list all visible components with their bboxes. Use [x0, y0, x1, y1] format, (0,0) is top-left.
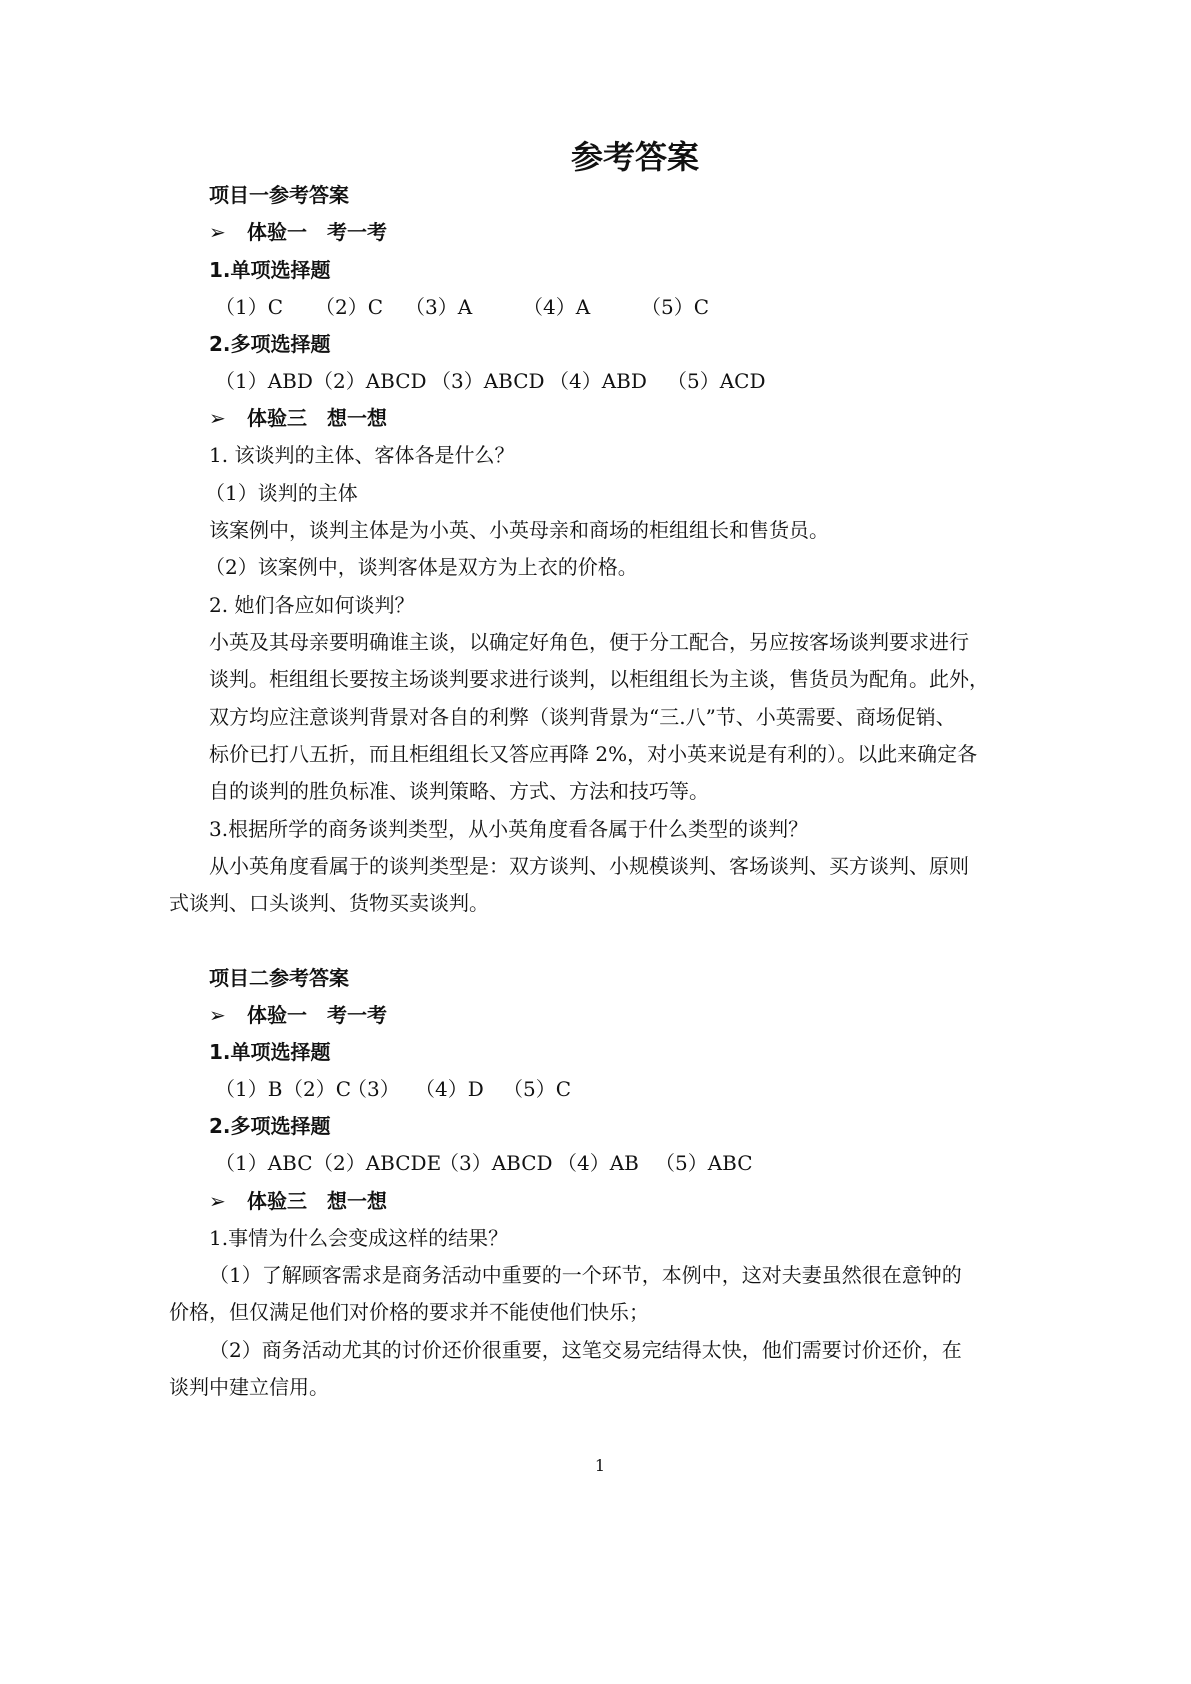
answer-item: （3）ABCD: [439, 1151, 553, 1175]
arrow-bullet-icon: ➢: [209, 1003, 226, 1027]
arrow-bullet-icon: ➢: [209, 1189, 226, 1213]
section1-exp1-heading: [209, 218, 387, 246]
exp3-label: 体验三 想一想: [247, 1189, 387, 1213]
body-line: （1）了解顾客需求是商务活动中重要的一个环节，本例中，这对夫妻虽然很在意钟的: [209, 1263, 962, 1287]
body-line: 该案例中，谈判主体是为小英、小英母亲和商场的柜组组长和售货员。: [209, 518, 829, 542]
exp3-label: 体验三 想一想: [247, 406, 387, 430]
exp1-label: 体验一 考一考: [247, 220, 387, 244]
answer-item: （3）A: [405, 295, 473, 319]
section1-exp3-heading: [209, 404, 387, 432]
body-line: 标价已打八五折，而且柜组组长又答应再降 2%，对小英来说是有利的）。以此来确定各: [209, 742, 978, 766]
section2-multi-choice-label: 2.多项选择题: [209, 1114, 331, 1138]
body-line: 谈判中建立信用。: [169, 1375, 329, 1399]
body-line: （2）商务活动尤其的讨价还价很重要，这笔交易完结得太快，他们需要讨价还价，在: [209, 1338, 962, 1362]
answer-item: （5）C: [503, 1077, 572, 1101]
body-line: （1）谈判的主体: [205, 481, 358, 505]
body-line: 1.事情为什么会变成这样的结果？: [209, 1226, 509, 1250]
answer-item: （2）ABCDE: [313, 1151, 442, 1175]
section1-heading: 项目一参考答案: [209, 183, 349, 207]
section1-multi-answers: [215, 367, 766, 395]
section2-multi-answers: [215, 1149, 753, 1177]
body-line: （2）该案例中，谈判客体是双方为上衣的价格。: [205, 555, 638, 579]
section2-heading: 项目二参考答案: [209, 966, 349, 990]
answer-item: （3）ABCD: [431, 369, 545, 393]
answer-item: （5）ACD: [667, 369, 766, 393]
section1-single-answers: [215, 293, 709, 321]
answer-item: （5）ABC: [655, 1151, 753, 1175]
body-line: 2. 她们各应如何谈判？: [209, 593, 415, 617]
answer-item: （1）C: [215, 295, 284, 319]
exp1-label: 体验一 考一考: [247, 1003, 387, 1027]
section2-exp3-heading: [209, 1187, 387, 1215]
answer-item: （4）ABD: [549, 369, 647, 393]
body-line: 双方均应注意谈判背景对各自的利弊（谈判背景为“三.八”节、小英需要、商场促销、: [209, 705, 956, 729]
section1-multi-choice-label: 2.多项选择题: [209, 332, 331, 356]
body-line: 1. 该谈判的主体、客体各是什么？: [209, 443, 515, 467]
answer-item: （3）: [347, 1077, 400, 1101]
page-number: 1: [594, 1456, 606, 1475]
body-line: 谈判。柜组组长要按主场谈判要求进行谈判，以柜组组长为主谈，售货员为配角。此外，: [209, 667, 989, 691]
arrow-bullet-icon: ➢: [209, 406, 226, 430]
body-line: 式谈判、口头谈判、货物买卖谈判。: [169, 891, 489, 915]
arrow-bullet-icon: ➢: [209, 220, 226, 244]
section2-single-answers: [215, 1075, 571, 1103]
answer-item: （4）AB: [557, 1151, 639, 1175]
answer-item: （2）C: [315, 295, 384, 319]
body-line: 价格，但仅满足他们对价格的要求并不能使他们快乐；: [169, 1300, 649, 1324]
answer-item: （5）C: [641, 295, 710, 319]
page-title: 参考答案: [570, 138, 699, 176]
answer-item: （1）ABD: [215, 369, 313, 393]
body-line: 3.根据所学的商务谈判类型，从小英角度看各属于什么类型的谈判？: [209, 817, 809, 841]
body-line: 小英及其母亲要明确谁主谈，以确定好角色，便于分工配合，另应按客场谈判要求进行: [209, 630, 969, 654]
section1-single-choice-label: 1.单项选择题: [209, 258, 331, 282]
answer-item: （1）ABC: [215, 1151, 313, 1175]
body-line: 自的谈判的胜负标准、谈判策略、方式、方法和技巧等。: [209, 779, 709, 803]
answer-item: （4）A: [523, 295, 591, 319]
answer-item: （4）D: [415, 1077, 484, 1101]
answer-item: （1）B: [215, 1077, 283, 1101]
answer-item: （2）ABCD: [313, 369, 427, 393]
section2-exp1-heading: [209, 1001, 387, 1029]
section2-single-choice-label: 1.单项选择题: [209, 1040, 331, 1064]
answer-item: （2）C: [283, 1077, 352, 1101]
body-line: 从小英角度看属于的谈判类型是：双方谈判、小规模谈判、客场谈判、买方谈判、原则: [209, 854, 969, 878]
